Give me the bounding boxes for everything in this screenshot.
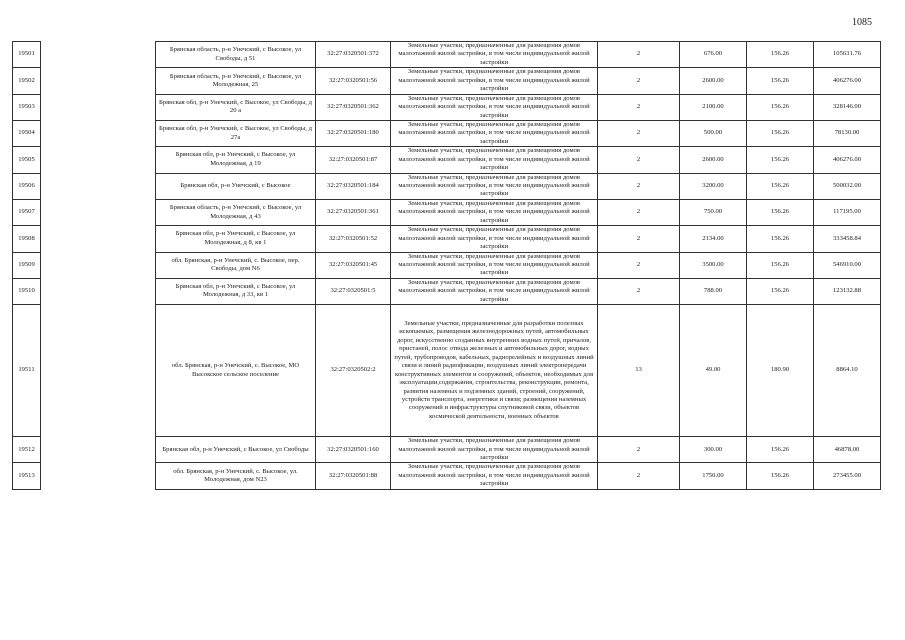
area-cell: 2600.00 — [680, 147, 747, 173]
group-cell: 2 — [598, 278, 680, 304]
row-number: 19501 — [13, 42, 41, 68]
cadastral-number-cell: 32:27:0320501:5 — [316, 278, 391, 304]
table-row — [13, 463, 881, 489]
land-use-cell: Земельные участки, предназначенные для размещения домов малоэтажной жилой застройки, в том числе индивидуальной жилой застройки — [391, 94, 598, 120]
rate-cell: 156.26 — [747, 278, 814, 304]
cadastral-value-cell: 78130.00 — [814, 120, 881, 146]
empty-column — [41, 437, 156, 463]
land-use-cell: Земельные участки, предназначенные для размещения домов малоэтажной жилой застройки, в том числе индивидуальной жилой застройки — [391, 120, 598, 146]
table-row — [13, 42, 881, 68]
rate-cell: 156.26 — [747, 199, 814, 225]
table-row — [13, 278, 881, 304]
address-cell: Брянская обл, р-н Унечский, с Высокое — [156, 173, 316, 199]
row-number: 19503 — [13, 94, 41, 120]
empty-column — [41, 226, 156, 252]
area-cell: 2600.00 — [680, 68, 747, 94]
land-use-cell: Земельные участки, предназначенные для размещения домов малоэтажной жилой застройки, в том числе индивидуальной жилой застройки — [391, 147, 598, 173]
area-cell: 2100.00 — [680, 94, 747, 120]
empty-column — [41, 42, 156, 68]
cadastral-number-cell: 32:27:0320501:372 — [316, 42, 391, 68]
group-cell: 13 — [598, 305, 680, 437]
row-number: 19507 — [13, 199, 41, 225]
land-use-cell: Земельные участки, предназначенные для разработки полезных ископаемых, размещения железнодорожных путей, автомобильных дорог, искусственно созданных внутренних водных путей, причалов, пристаней, полос отвода железных и автомобильных дорог, водных путей, трубопроводов, кабельных, радиорелейных и воздушных линий связи и линий радиофикации, воздушных линий электропередачи конструктивных элементов и сооружений, объектов, необходимых для эксплуатации,содержания, строительства, реконструкции, ремонта, развития наземных и подземных зданий, строений, сооружений, устройств транспорта, энергетики и связи; размещения наземных сооружений и инфраструктуры спутниковой связи, объектов космической деятельности, военных объектов — [391, 305, 598, 437]
row-number: 19513 — [13, 463, 41, 489]
cadastral-number-cell: 32:27:0320501:361 — [316, 199, 391, 225]
table-row — [13, 305, 881, 437]
area-cell: 750.00 — [680, 199, 747, 225]
rate-cell: 156.26 — [747, 226, 814, 252]
table-row — [13, 226, 881, 252]
cadastral-number-cell: 32:27:0320501:184 — [316, 173, 391, 199]
cadastral-number-cell: 32:27:0320501:87 — [316, 147, 391, 173]
address-cell: Брянская область, р-н Унечский, с Высокое, ул Свободы, д 51 — [156, 42, 316, 68]
rate-cell: 156.26 — [747, 147, 814, 173]
area-cell: 3200.00 — [680, 173, 747, 199]
address-cell: Брянская обл, р-н Унечский, с Высокое, ул Молодежная, д 19 — [156, 147, 316, 173]
area-cell: 1750.00 — [680, 463, 747, 489]
cadastral-value-cell: 46878.00 — [814, 437, 881, 463]
area-cell: 49.00 — [680, 305, 747, 437]
cadastral-value-cell: 273455.00 — [814, 463, 881, 489]
empty-column — [41, 252, 156, 278]
rate-cell: 156.26 — [747, 68, 814, 94]
address-cell: Брянская обл, р-н Унечский, с Высокое, ул Молодежная, д 8, кв 1 — [156, 226, 316, 252]
land-use-cell: Земельные участки, предназначенные для размещения домов малоэтажной жилой застройки, в том числе индивидуальной жилой застройки — [391, 68, 598, 94]
cadastral-number-cell: 32:27:0320501:160 — [316, 437, 391, 463]
table-row — [13, 120, 881, 146]
empty-column — [41, 305, 156, 437]
row-number: 19506 — [13, 173, 41, 199]
cadastral-number-cell: 32:27:0320501:88 — [316, 463, 391, 489]
group-cell: 2 — [598, 94, 680, 120]
address-cell: Брянская обл, р-н Унечский, с Высокое, ул Свободы, д 27а — [156, 120, 316, 146]
cadastral-value-cell: 546910.00 — [814, 252, 881, 278]
cadastral-number-cell: 32:27:0320501:362 — [316, 94, 391, 120]
address-cell: обл. Брянская, р-н Унечский, с. Высокое, пер. Свободы, дом N6 — [156, 252, 316, 278]
cadastral-number-cell: 32:27:0320502:2 — [316, 305, 391, 437]
cadastral-value-cell: 406276.00 — [814, 68, 881, 94]
land-use-cell: Земельные участки, предназначенные для размещения домов малоэтажной жилой застройки, в том числе индивидуальной жилой застройки — [391, 463, 598, 489]
group-cell: 2 — [598, 147, 680, 173]
row-number: 19511 — [13, 305, 41, 437]
row-number: 19510 — [13, 278, 41, 304]
cadastral-number-cell: 32:27:0320501:180 — [316, 120, 391, 146]
group-cell: 2 — [598, 226, 680, 252]
row-number: 19512 — [13, 437, 41, 463]
group-cell: 2 — [598, 173, 680, 199]
land-use-cell: Земельные участки, предназначенные для размещения домов малоэтажной жилой застройки, в том числе индивидуальной жилой застройки — [391, 199, 598, 225]
row-number: 19508 — [13, 226, 41, 252]
cadastral-number-cell: 32:27:0320501:45 — [316, 252, 391, 278]
address-cell: Брянская обл, р-н Унечский, с Высокое, ул Свободы, д 20 а — [156, 94, 316, 120]
empty-column — [41, 278, 156, 304]
group-cell: 2 — [598, 199, 680, 225]
rate-cell: 156.26 — [747, 437, 814, 463]
group-cell: 2 — [598, 68, 680, 94]
land-use-cell: Земельные участки, предназначенные для размещения домов малоэтажной жилой застройки, в том числе индивидуальной жилой застройки — [391, 226, 598, 252]
cadastral-value-cell: 105631.76 — [814, 42, 881, 68]
address-cell: Брянская обл, р-н Унечский, с Высокое, ул Свободы — [156, 437, 316, 463]
empty-column — [41, 147, 156, 173]
empty-column — [41, 199, 156, 225]
address-cell: Брянская обл, р-н Унечский, с Высокое, ул Молодежная, д 33, кв 1 — [156, 278, 316, 304]
land-use-cell: Земельные участки, предназначенные для размещения домов малоэтажной жилой застройки, в том числе индивидуальной жилой застройки — [391, 278, 598, 304]
table-row — [13, 437, 881, 463]
area-cell: 2134.00 — [680, 226, 747, 252]
page-number: 1085 — [852, 17, 872, 28]
address-cell: обл. Брянская, р-н Унечский, с. Высокое, МО Высокское сельское поселение — [156, 305, 316, 437]
rate-cell: 156.26 — [747, 173, 814, 199]
table-row — [13, 94, 881, 120]
rate-cell: 180.90 — [747, 305, 814, 437]
table-row — [13, 199, 881, 225]
rate-cell: 156.26 — [747, 120, 814, 146]
rate-cell: 156.26 — [747, 42, 814, 68]
cadastral-value-cell: 8864.10 — [814, 305, 881, 437]
group-cell: 2 — [598, 252, 680, 278]
address-cell: Брянская область, р-н Унечский, с Высокое, ул Молодежная, д 43 — [156, 199, 316, 225]
row-number: 19505 — [13, 147, 41, 173]
area-cell: 300.00 — [680, 437, 747, 463]
land-use-cell: Земельные участки, предназначенные для размещения домов малоэтажной жилой застройки, в том числе индивидуальной жилой застройки — [391, 437, 598, 463]
group-cell: 2 — [598, 437, 680, 463]
table-row — [13, 68, 881, 94]
area-cell: 500.00 — [680, 120, 747, 146]
table-row — [13, 252, 881, 278]
cadastral-value-cell: 123132.88 — [814, 278, 881, 304]
row-number: 19504 — [13, 120, 41, 146]
land-registry-table — [12, 41, 881, 490]
area-cell: 676.00 — [680, 42, 747, 68]
rate-cell: 156.26 — [747, 94, 814, 120]
cadastral-value-cell: 333458.84 — [814, 226, 881, 252]
land-use-cell: Земельные участки, предназначенные для размещения домов малоэтажной жилой застройки, в том числе индивидуальной жилой застройки — [391, 252, 598, 278]
cadastral-value-cell: 328146.00 — [814, 94, 881, 120]
table-row — [13, 173, 881, 199]
area-cell: 3500.00 — [680, 252, 747, 278]
row-number: 19502 — [13, 68, 41, 94]
address-cell: Брянская область, р-н Унечский, с Высокое, ул Молодежная, 25 — [156, 68, 316, 94]
empty-column — [41, 463, 156, 489]
area-cell: 788.00 — [680, 278, 747, 304]
cadastral-number-cell: 32:27:0320501:56 — [316, 68, 391, 94]
empty-column — [41, 120, 156, 146]
land-use-cell: Земельные участки, предназначенные для размещения домов малоэтажной жилой застройки, в том числе индивидуальной жилой застройки — [391, 173, 598, 199]
row-number: 19509 — [13, 252, 41, 278]
cadastral-value-cell: 406276.00 — [814, 147, 881, 173]
empty-column — [41, 173, 156, 199]
empty-column — [41, 94, 156, 120]
group-cell: 2 — [598, 463, 680, 489]
cadastral-number-cell: 32:27:0320501:52 — [316, 226, 391, 252]
empty-column — [41, 68, 156, 94]
cadastral-value-cell: 117195.00 — [814, 199, 881, 225]
cadastral-value-cell: 500032.00 — [814, 173, 881, 199]
rate-cell: 156.26 — [747, 463, 814, 489]
rate-cell: 156.26 — [747, 252, 814, 278]
group-cell: 2 — [598, 120, 680, 146]
table-row — [13, 147, 881, 173]
land-use-cell: Земельные участки, предназначенные для размещения домов малоэтажной жилой застройки, в том числе индивидуальной жилой застройки — [391, 42, 598, 68]
group-cell: 2 — [598, 42, 680, 68]
address-cell: обл. Брянская, р-н Унечский, с. Высокое, ул. Молодежная, дом N23 — [156, 463, 316, 489]
